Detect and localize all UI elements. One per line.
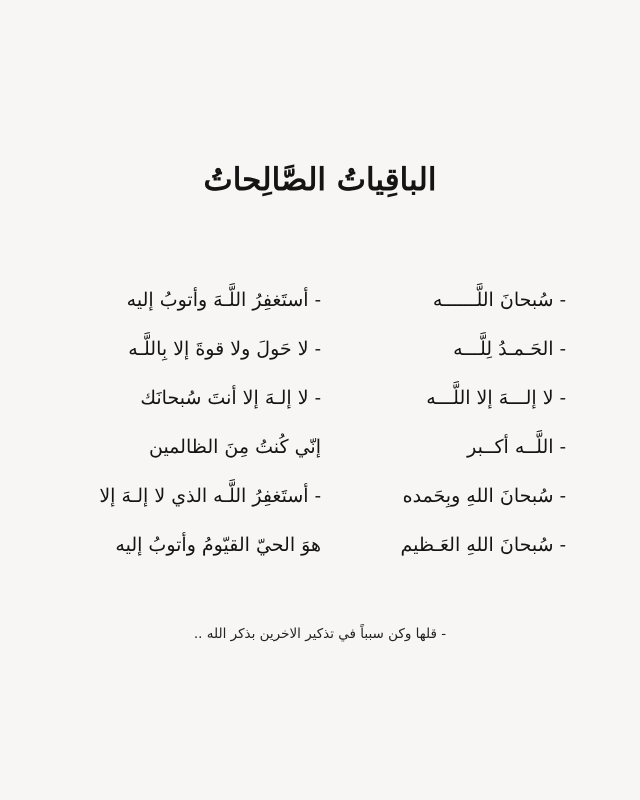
dhikr-left-item: - أستَغفِرُ اللَّـهَ وأتوبُ إليه bbox=[126, 289, 321, 311]
dhikr-left-item: - لا إلـهَ إلا أنتَ سُبحانَك bbox=[140, 387, 321, 409]
dhikr-row bbox=[86, 427, 566, 476]
dhikr-row bbox=[86, 476, 566, 525]
dhikr-right-item: - سُبحانَ اللهِ العَـظيم bbox=[400, 534, 566, 556]
dhikr-left-item: - أستَغفِرُ اللَّـه الذي لا إلـهَ إلا bbox=[99, 485, 321, 507]
dhikr-right-item: - لا إلـــهَ إلا اللَّـــه bbox=[426, 387, 566, 409]
dhikr-left-item: هوَ الحيّ القيّومُ وأتوبُ إليه bbox=[115, 534, 321, 556]
dhikr-left-item: إنّي كُنتُ مِنَ الظالمين bbox=[148, 436, 321, 458]
dhikr-grid bbox=[86, 280, 566, 574]
dhikr-right-item: - سُبحانَ اللهِ وبِحَمده bbox=[402, 485, 566, 507]
dhikr-row bbox=[86, 525, 566, 574]
footer-note: - قلها وكن سبباً في تذكير الاخرين بذكر الله .. bbox=[193, 626, 447, 642]
dhikr-row bbox=[86, 280, 566, 329]
dhikr-right-item: - الحَـمـدُ لِلَّـــه bbox=[453, 338, 566, 360]
dhikr-right-item: - اللَّــه أكــبر bbox=[467, 436, 566, 458]
dhikr-row bbox=[86, 329, 566, 378]
page-title: الباقِياتُ الصَّالِحاتُ bbox=[203, 162, 437, 198]
dhikr-right-item: - سُبحانَ اللَّــــــه bbox=[432, 289, 566, 311]
dhikr-left-item: - لا حَولَ ولا قوةَ إلا بِاللَّـه bbox=[128, 338, 321, 360]
dhikr-row bbox=[86, 378, 566, 427]
